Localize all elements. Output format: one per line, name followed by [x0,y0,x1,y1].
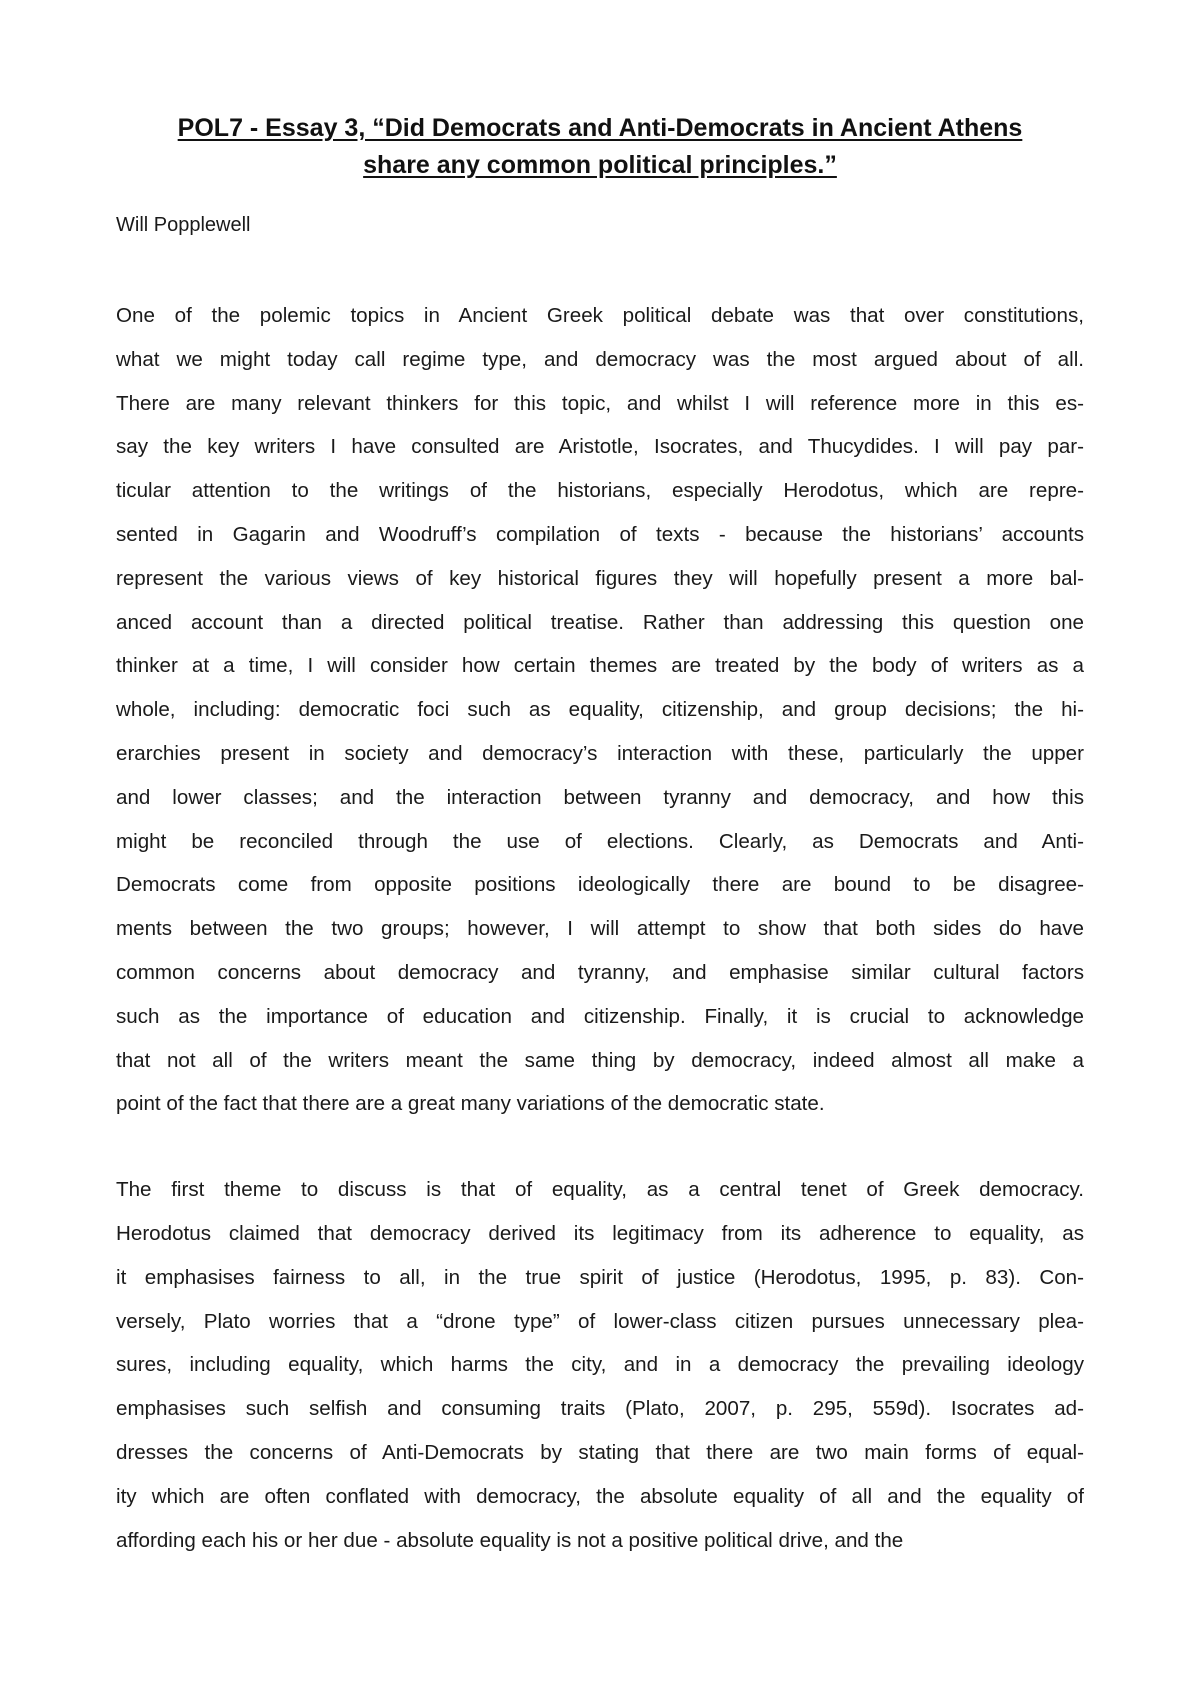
essay-title-line: share any common political principles.” [363,151,837,179]
paragraph-line: common concerns about democracy and tyranny, and emphasise similar cultural factors [116,960,1084,984]
paragraph-line: Democrats come from opposite positions ideologically there are bound to be disagree- [116,873,1084,897]
paragraph-line: point of the fact that there are a great many variations of the democratic state. [116,1092,825,1116]
paragraph-equality [116,1168,1084,1562]
paragraph-line: sures, including equality, which harms the city, and in a democracy the prevailing ideology [116,1353,1084,1377]
paragraph-line: might be reconciled through the use of elections. Clearly, as Democrats and Anti- [116,829,1084,853]
paragraph-line: The first theme to discuss is that of equality, as a central tenet of Greek democracy. [116,1178,1084,1202]
paragraph-line: whole, including: democratic foci such as equality, citizenship, and group decisions; the hi- [116,698,1084,722]
paragraph-introduction [116,294,1084,1126]
paragraph-line: dresses the concerns of Anti-Democrats by stating that there are two main forms of equal- [116,1440,1084,1464]
author-name: Will Popplewell [116,214,251,236]
paragraph-line: One of the polemic topics in Ancient Greek political debate was that over constitutions, [116,304,1084,327]
paragraph-line: affording each his or her due - absolute equality is not a positive political drive, and the [116,1528,904,1552]
paragraph-line: ments between the two groups; however, I will attempt to show that both sides do have [116,917,1084,941]
paragraph-line: emphasises such selfish and consuming traits (Plato, 2007, p. 295, 559d). Isocrates ad- [116,1397,1084,1421]
paragraph-line: ticular attention to the writings of the historians, especially Herodotus, which are repre- [116,479,1084,503]
paragraph-line: ity which are often conflated with democracy, the absolute equality of all and the equality of [116,1484,1084,1508]
paragraph-line: anced account than a directed political treatise. Rather than addressing this question one [116,610,1084,634]
paragraph-line: erarchies present in society and democracy’s interaction with these, particularly the upper [116,741,1084,765]
paragraph-line: what we might today call regime type, and democracy was the most argued about of all. [116,347,1084,371]
paragraph-line: versely, Plato worries that a “drone type” of lower-class citizen pursues unnecessary plea- [116,1309,1084,1333]
paragraph-line: it emphasises fairness to all, in the true spirit of justice (Herodotus, 1995, p. 83). Con- [116,1265,1084,1289]
paragraph-line: and lower classes; and the interaction between tyranny and democracy, and how this [116,785,1084,809]
paragraph-line: thinker at a time, I will consider how certain themes are treated by the body of writers as a [116,654,1084,678]
paragraph-line: such as the importance of education and citizenship. Finally, it is crucial to acknowledge [116,1004,1084,1028]
paragraph-line: say the key writers I have consulted are Aristotle, Isocrates, and Thucydides. I will pay par- [116,435,1084,459]
paragraph-line: Herodotus claimed that democracy derived its legitimacy from its adherence to equality, as [116,1221,1084,1245]
paragraph-line: sented in Gagarin and Woodruff’s compilation of texts - because the historians’ accounts [116,522,1084,546]
essay-title [116,0,1084,184]
paragraph-line: There are many relevant thinkers for this topic, and whilst I will reference more in this es- [116,391,1084,415]
essay-title-line: POL7 - Essay 3, “Did Democrats and Anti-Democrats in Ancient Athens [177,114,1023,142]
paragraph-line: that not all of the writers meant the same thing by democracy, indeed almost all make a [116,1048,1084,1072]
paragraph-line: represent the various views of key historical figures they will hopefully present a more bal- [116,566,1084,590]
